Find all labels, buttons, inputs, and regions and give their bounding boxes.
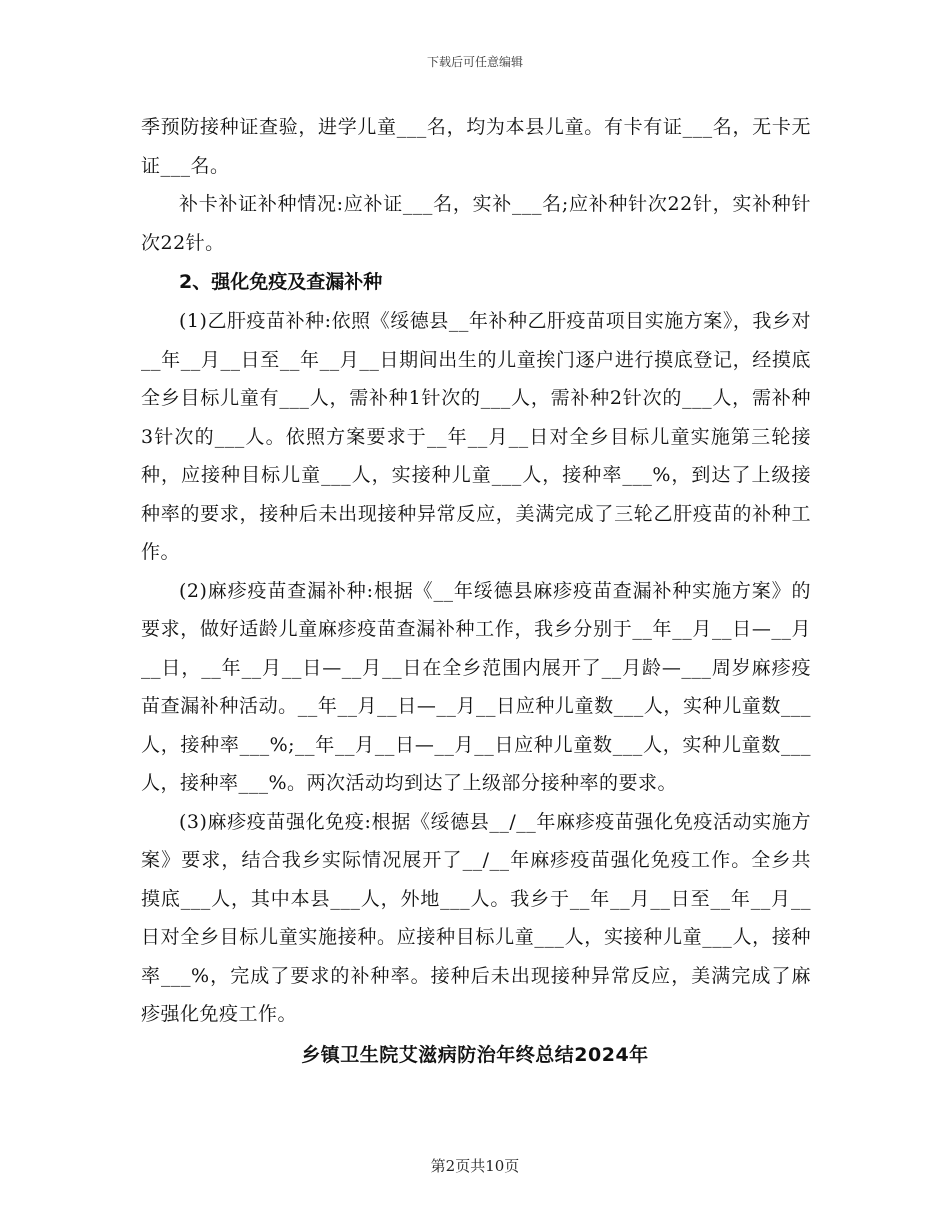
paragraph-hepatitis-b: (1)乙肝疫苗补种:依照《绥德县__年补种乙肝疫苗项目实施方案》，我乡对__年__月__日至__年__月__日期间出生的儿童挨门逐户进行摸底登记，经摸底全乡目标儿童有___人，需补种1针次的___人，需补种2针次的___人，需补种3针次的___人。依照方案要求于__年__月__日对全乡目标儿童实施第三轮接种，应接种目标儿童___人，实接种儿童___人，接种率___%，到达了上级接种率的要求，接种后未出现接种异常反应，美满完成了三轮乙肝疫苗的补种工作。 xyxy=(141,310,811,563)
paragraph-check-summary: 季预防接种证查验，进学儿童___名，均为本县儿童。有卡有证___名，无卡无证___名。 xyxy=(141,116,811,177)
page-header: 下载后可任意编辑 xyxy=(426,55,523,69)
page-number: 第2页共10页 xyxy=(430,1157,520,1175)
paragraph-supplement: 补卡补证补种情况:应补证___名，实补___名;应补种针次22针，实补种针次22针。 xyxy=(141,193,811,254)
paragraph-measles-catchup: (2)麻疹疫苗查漏补种:根据《__年绥德县麻疹疫苗查漏补种实施方案》的要求，做好适龄儿童麻疹疫苗查漏补种工作，我乡分别于__年__月__日—__月__日，__年__月__日—__月__日在全乡范围内展开了__月龄—___周岁麻疹疫苗查漏补种活动。__年__月__日—__月__日应种儿童数___人，实种儿童数___人，接种率___%;__年__月__日—__月__日应种儿童数___人，实种儿童数___人，接种率___%。两次活动均到达了上级部分接种率的要求。 xyxy=(141,579,811,794)
document-body xyxy=(141,108,811,1034)
paragraph-measles-campaign: (3)麻疹疫苗强化免疫:根据《绥德县__/__年麻疹疫苗强化免疫活动实施方案》要求，结合我乡实际情况展开了__/__年麻疹疫苗强化免疫工作。全乡共摸底___人，其中本县___人，外地___人。我乡于__年__月__日至__年__月__日对全乡目标儿童实施接种。应接种目标儿童___人，实接种儿童___人，接种率___%，完成了要求的补种率。接种后未出现接种异常反应，美满完成了麻疹强化免疫工作。 xyxy=(141,810,811,1025)
section-heading: 2、强化免疫及查漏补种 xyxy=(179,271,383,293)
next-document-title: 乡镇卫生院艾滋病防治年终总结2024年 xyxy=(301,1044,649,1066)
